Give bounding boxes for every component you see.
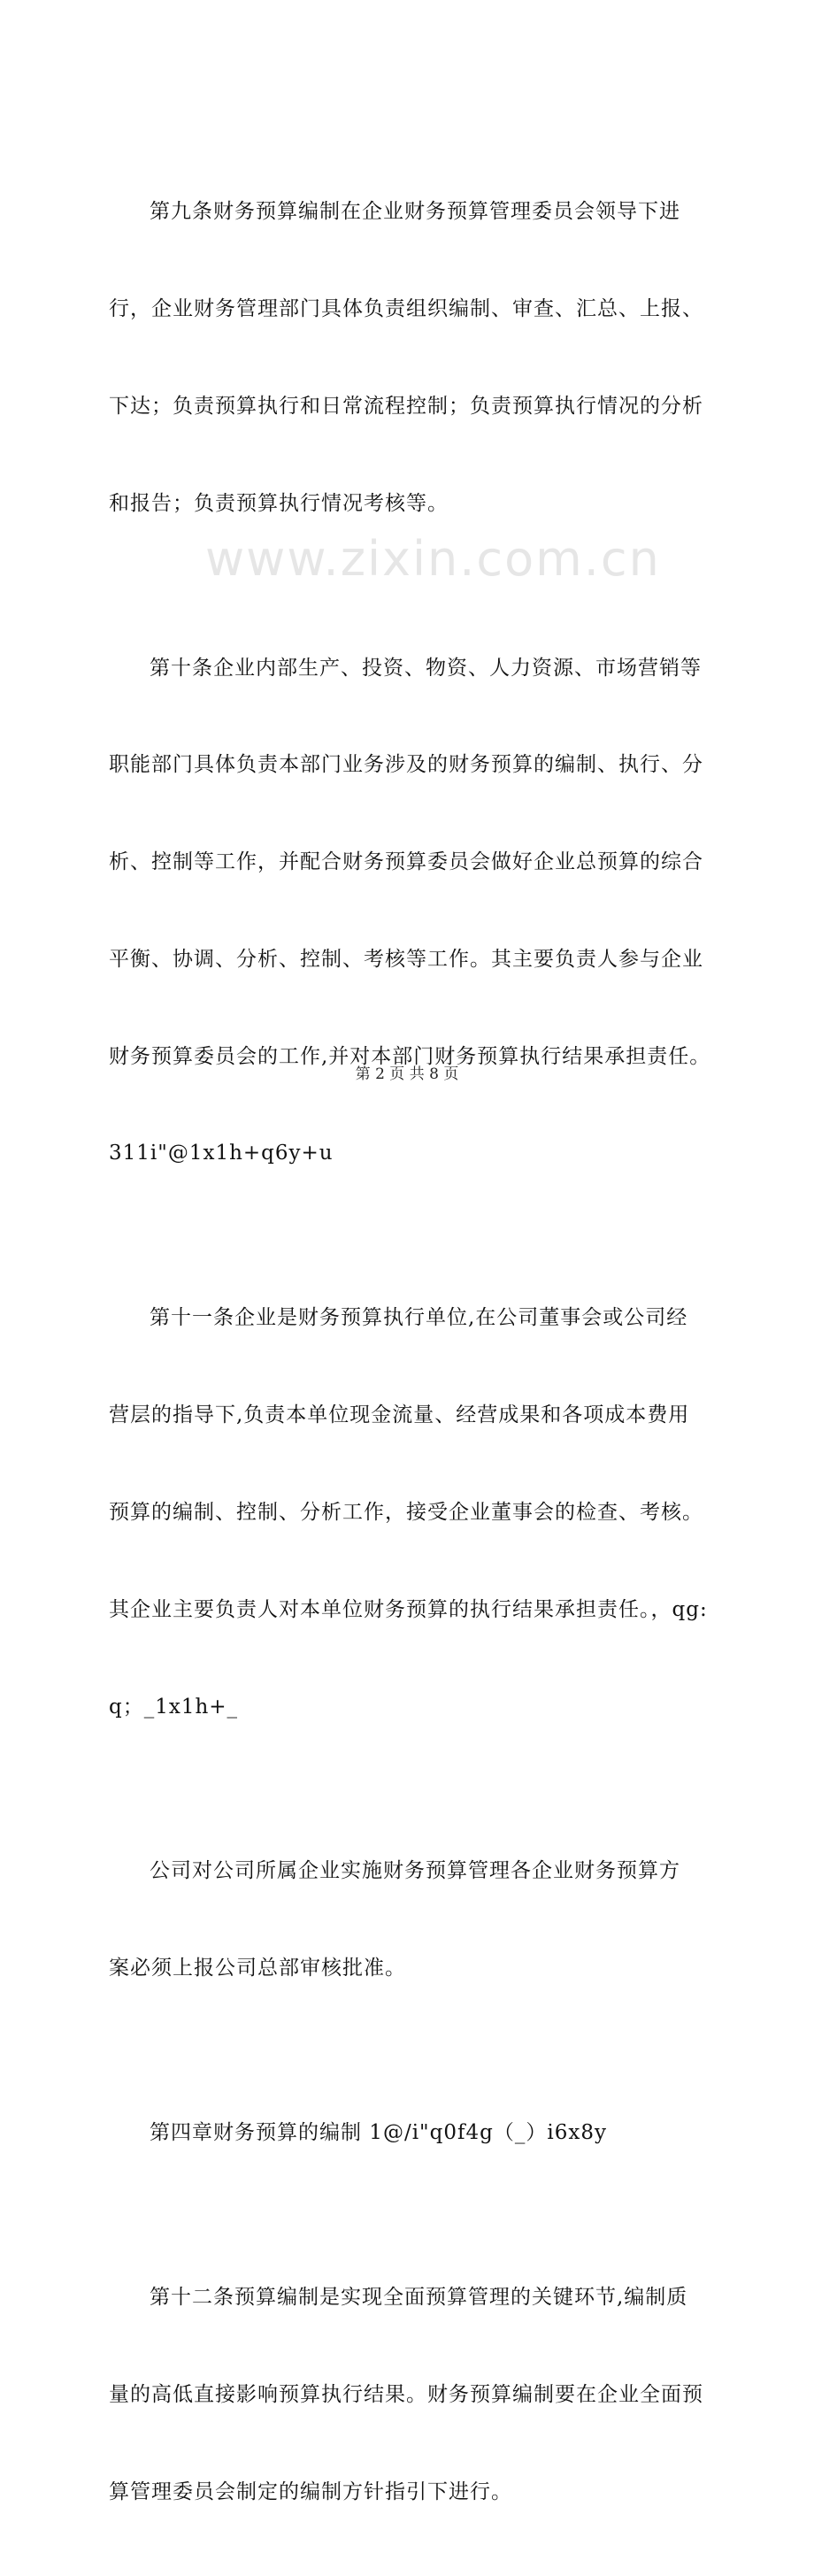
paragraph-article-12 (109, 2217, 728, 2573)
text-line: 案必须上报公司总部审核批准。 (109, 1957, 406, 1980)
chapter-heading (109, 2052, 728, 2214)
text-line: 行，企业财务管理部门具体负责组织编制、审查、汇总、上报、 (109, 296, 703, 320)
text-line: 量的高低直接影响预算执行结果。财务预算编制要在企业全面预 (109, 2382, 703, 2406)
paragraph-company-approval (109, 1790, 728, 2049)
text-line: 其企业主要负责人对本单位财务预算的执行结果承担责任。，qg: (109, 1597, 708, 1621)
text-line: 下达；负责预算执行和日常流程控制；负责预算执行情况的分析 (109, 394, 703, 418)
text-line: 第十条企业内部生产、投资、物资、人力资源、市场营销等 (150, 656, 702, 680)
text-line: 第四章财务预算的编制 1@/i"q0f4g（_）i6x8y (150, 2121, 607, 2145)
text-line: 预算的编制、控制、分析工作，接受企业董事会的检查、考核。 (109, 1500, 703, 1524)
text-line: 311i"@1x1h+q6y+u (109, 1142, 334, 1165)
text-line: 析、控制等工作，并配合财务预算委员会做好企业总预算的综合 (109, 850, 703, 874)
paragraph-article-11 (109, 1237, 728, 1788)
watermark: www.zixin.com.cn (205, 531, 661, 587)
paragraph-article-10 (109, 587, 728, 1234)
text-line: 平衡、协调、分析、控制、考核等工作。其主要负责人参与企业 (109, 947, 703, 971)
text-line: 公司对公司所属企业实施财务预算管理各企业财务预算方 (150, 1859, 680, 1883)
text-line: 算管理委员会制定的编制方针指引下进行。 (109, 2480, 512, 2503)
paragraph-article-9 (109, 131, 728, 584)
text-line: 第十二条预算编制是实现全面预算管理的关键环节,编制质 (150, 2286, 688, 2310)
text-line: 财务预算委员会的工作,并对本部门财务预算执行结果承担责任。 (109, 1044, 711, 1068)
body-text (109, 131, 728, 2576)
text-line: 营层的指导下,负责本单位现金流量、经营成果和各项成本费用 (109, 1403, 690, 1427)
text-line: q；_1x1h+_ (109, 1695, 239, 1719)
page-footer: 第 2 页 共 8 页 (355, 1065, 459, 1083)
text-line: 职能部门具体负责本部门业务涉及的财务预算的编制、执行、分 (109, 753, 703, 777)
text-line: 第十一条企业是财务预算执行单位,在公司董事会或公司经 (150, 1306, 688, 1330)
text-line: 和报告；负责预算执行情况考核等。 (109, 491, 449, 515)
text-line: 第九条财务预算编制在企业财务预算管理委员会领导下进 (150, 200, 680, 224)
